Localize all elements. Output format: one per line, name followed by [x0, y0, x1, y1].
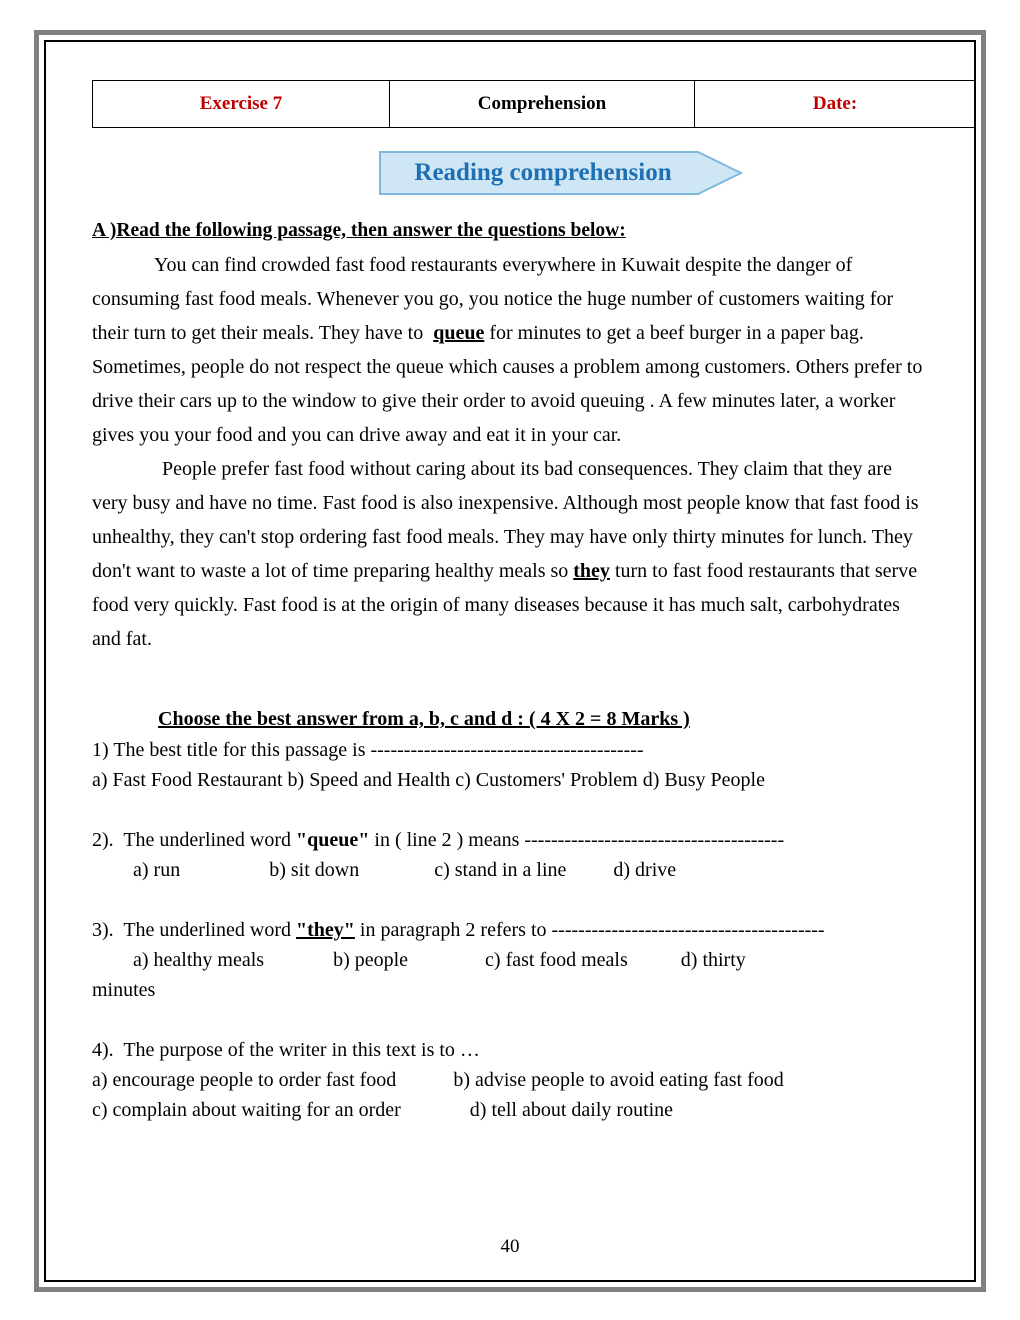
question-2-text-middle: in ( line 2 ) means — [374, 829, 520, 852]
question-4-options-row-1 — [92, 1065, 928, 1095]
passage-p1-part1: You can find crowded fast food restaurants everywhere in Kuwait despite the danger of consuming fast food meals. Whenever you go, you notice the huge number of customers waiting for their turn to get their meals. They have to — [92, 254, 894, 345]
question-3-option-d: d) thirty — [680, 949, 746, 972]
question-2-options — [92, 855, 928, 885]
question-4-option-b: b) advise people to avoid eating fast food — [453, 1069, 784, 1092]
page-outer-border — [34, 30, 986, 1292]
header-table — [92, 80, 976, 128]
question-4-option-c: c) complain about waiting for an order — [92, 1099, 401, 1122]
question-4-options-row-2 — [92, 1095, 928, 1125]
question-3-option-a: a) healthy meals — [133, 949, 265, 972]
header-row — [93, 81, 976, 128]
question-1-options: a) Fast Food Restaurant b) Speed and Health c) Customers' Problem d) Busy People — [92, 769, 765, 792]
question-2-option-b: b) sit down — [269, 859, 360, 882]
question-2-dashes: --------------------------------------- — [524, 829, 785, 852]
question-2-option-c: c) stand in a line — [434, 859, 567, 882]
question-2-stem — [92, 825, 928, 855]
question-2-option-a: a) run — [133, 859, 181, 882]
question-3-option-c: c) fast food meals — [485, 949, 628, 972]
question-3-option-d-wrap: minutes — [92, 979, 156, 1002]
question-3-stem — [92, 915, 928, 945]
passage-p2-part1: People prefer fast food without caring about its bad consequences. They claim that they are very busy and have no time. Fast food is also inexpensive. Although most people know that fast food is unhealthy, they can't stop ordering fast food meals. They may have only thirty minutes for lunch. They don't want to waste a lot of time preparing healthy meals so — [92, 458, 919, 583]
questions-list — [92, 735, 928, 1125]
reading-comprehension-banner — [378, 150, 743, 196]
question-2 — [92, 825, 928, 885]
question-1-dashes: ----------------------------------------- — [370, 739, 644, 762]
question-3-options — [92, 945, 928, 975]
header-subject-cell: Comprehension — [390, 81, 695, 128]
page-number: 40 — [500, 1236, 520, 1257]
question-3-text-middle: in paragraph 2 refers to — [359, 919, 547, 942]
question-2-quoted-word: "queue" — [296, 829, 370, 852]
spacer-3 — [92, 1005, 928, 1035]
question-4-option-a: a) encourage people to order fast food — [92, 1069, 397, 1092]
question-3-quoted-word: "they" — [296, 919, 355, 942]
passage-paragraph-2 — [92, 452, 928, 656]
question-1-number: 1) — [92, 739, 109, 762]
passage-keyword-they: they — [573, 560, 610, 583]
banner-area — [92, 150, 928, 204]
question-3 — [92, 915, 928, 1005]
banner-title: Reading comprehension — [414, 159, 672, 186]
spacer-1 — [92, 795, 928, 825]
header-date-cell: Date: — [695, 81, 976, 128]
passage-paragraph-1 — [92, 248, 928, 452]
question-4-stem — [92, 1035, 928, 1065]
question-4-option-d: d) tell about daily routine — [469, 1099, 674, 1122]
question-2-text: The underlined word — [123, 829, 292, 852]
question-3-number: 3). — [92, 919, 114, 942]
passage-keyword-queue: queue — [433, 322, 485, 345]
reading-passage — [92, 248, 928, 656]
question-4 — [92, 1035, 928, 1125]
passage-p1-part2: for minutes to get a beef burger in a paper bag. Sometimes, people do not respect the queue which causes a problem among customers. Others prefer to drive their cars up to the window to give their order to avoid queuing . A few minutes later, a worker gives you your food and you can drive away and eat it in your car. — [92, 322, 923, 447]
question-1-stem — [92, 735, 928, 765]
spacer-2 — [92, 885, 928, 915]
passage-p2-part2: turn to fast food restaurants that serve food very quickly. Fast food is at the origin of many diseases because it has much salt, carbohydrates and fat. — [92, 560, 918, 651]
question-3-dashes: ----------------------------------------- — [551, 919, 825, 942]
question-1 — [92, 735, 928, 795]
header-exercise-cell: Exercise 7 — [93, 81, 390, 128]
question-3-option-b: b) people — [333, 949, 409, 972]
question-3-text: The underlined word — [123, 919, 292, 942]
question-2-option-d: d) drive — [613, 859, 677, 882]
question-1-text: The best title for this passage is — [113, 739, 366, 762]
page-inner-border — [44, 40, 976, 1282]
choose-best-answer-heading: Choose the best answer from a, b, c and d : ( 4 X 2 = 8 Marks ) — [158, 708, 690, 731]
question-4-text: The purpose of the writer in this text is to … — [123, 1039, 480, 1062]
question-2-number: 2). — [92, 829, 114, 852]
instruction-heading: A )Read the following passage, then answer the questions below: — [92, 220, 626, 241]
page-content — [46, 42, 974, 1280]
question-4-number: 4). — [92, 1039, 114, 1062]
